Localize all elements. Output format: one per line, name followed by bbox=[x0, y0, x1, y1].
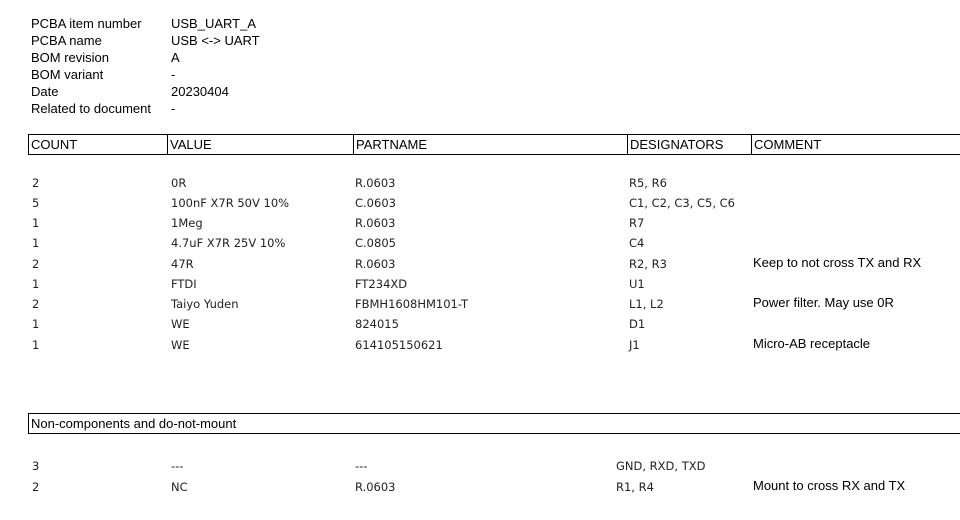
meta-row-date bbox=[31, 83, 260, 100]
cell-designators: D1 bbox=[629, 317, 646, 331]
cell-partname: R.0603 bbox=[355, 176, 396, 190]
column-header-partname: PARTNAME bbox=[353, 135, 627, 154]
cell-designators: C4 bbox=[629, 236, 645, 250]
meta-label: PCBA item number bbox=[31, 16, 142, 31]
meta-label: PCBA name bbox=[31, 33, 102, 48]
meta-label: BOM variant bbox=[31, 67, 104, 82]
cell-partname: R.0603 bbox=[355, 480, 396, 494]
cell-partname: 824015 bbox=[355, 317, 399, 331]
cell-count: 1 bbox=[32, 277, 40, 291]
table-row bbox=[0, 216, 960, 236]
cell-count: 1 bbox=[32, 216, 40, 230]
meta-value: - bbox=[171, 67, 176, 82]
cell-designators: R2, R3 bbox=[629, 257, 667, 271]
bom-metadata bbox=[31, 15, 260, 117]
column-header-comment: COMMENT bbox=[751, 135, 960, 154]
column-header-count: COUNT bbox=[31, 137, 78, 152]
meta-value: USB_UART_A bbox=[171, 16, 257, 31]
cell-count: 5 bbox=[32, 196, 40, 210]
table-row bbox=[0, 176, 960, 196]
cell-designators: R1, R4 bbox=[616, 480, 654, 494]
cell-value: 100nF X7R 50V 10% bbox=[171, 196, 290, 210]
cell-partname: R.0603 bbox=[355, 216, 396, 230]
table-row bbox=[0, 317, 960, 337]
cell-comment: Mount to cross RX and TX bbox=[753, 478, 906, 493]
table-row bbox=[0, 277, 960, 297]
table-row bbox=[0, 196, 960, 216]
cell-value: WE bbox=[171, 317, 190, 331]
table-row bbox=[0, 257, 960, 277]
meta-value: 20230404 bbox=[171, 84, 229, 99]
cell-count: 2 bbox=[32, 480, 40, 494]
meta-label: Date bbox=[31, 84, 59, 99]
cell-designators: U1 bbox=[629, 277, 645, 291]
cell-comment: Micro-AB receptacle bbox=[753, 336, 871, 351]
section-title: Non-components and do-not-mount bbox=[31, 416, 237, 431]
cell-value: WE bbox=[171, 338, 190, 352]
cell-partname: C.0805 bbox=[355, 236, 396, 250]
meta-value: A bbox=[171, 50, 180, 65]
meta-value: - bbox=[171, 101, 176, 116]
meta-row-item-number bbox=[31, 15, 260, 32]
meta-row-bom-revision bbox=[31, 49, 260, 66]
cell-designators: C1, C2, C3, C5, C6 bbox=[629, 196, 735, 210]
cell-comment: Power filter. May use 0R bbox=[753, 295, 894, 310]
cell-value: 1Meg bbox=[171, 216, 203, 230]
cell-value: NC bbox=[171, 480, 188, 494]
cell-count: 1 bbox=[32, 236, 40, 250]
cell-count: 2 bbox=[32, 176, 40, 190]
meta-value: USB <-> UART bbox=[171, 33, 260, 48]
cell-partname: 614105150621 bbox=[355, 338, 443, 352]
meta-row-name bbox=[31, 32, 260, 49]
cell-partname: C.0603 bbox=[355, 196, 396, 210]
table-row bbox=[0, 297, 960, 317]
dnm-section-header bbox=[28, 413, 960, 434]
column-header-designators: DESIGNATORS bbox=[627, 135, 751, 154]
cell-value: --- bbox=[171, 459, 184, 473]
meta-label: Related to document bbox=[31, 101, 151, 116]
meta-row-related-document bbox=[31, 100, 260, 117]
cell-count: 1 bbox=[32, 317, 40, 331]
bom-table-header bbox=[28, 134, 960, 155]
cell-count: 3 bbox=[32, 459, 40, 473]
cell-partname: FT234XD bbox=[355, 277, 408, 291]
cell-partname: FBMH1608HM101-T bbox=[355, 297, 468, 311]
cell-value: 4.7uF X7R 25V 10% bbox=[171, 236, 286, 250]
cell-designators: R7 bbox=[629, 216, 645, 230]
table-row bbox=[0, 480, 960, 500]
cell-count: 1 bbox=[32, 338, 40, 352]
cell-partname: R.0603 bbox=[355, 257, 396, 271]
meta-label: BOM revision bbox=[31, 50, 110, 65]
cell-designators: J1 bbox=[629, 338, 640, 352]
cell-value: FTDI bbox=[171, 277, 197, 291]
table-row bbox=[0, 338, 960, 358]
table-row bbox=[0, 459, 960, 479]
cell-designators: R5, R6 bbox=[629, 176, 667, 190]
cell-count: 2 bbox=[32, 297, 40, 311]
table-row bbox=[0, 236, 960, 256]
cell-designators: GND, RXD, TXD bbox=[616, 459, 706, 473]
cell-comment: Keep to not cross TX and RX bbox=[753, 255, 922, 270]
cell-value: 0R bbox=[171, 176, 187, 190]
cell-value: 47R bbox=[171, 257, 194, 271]
cell-designators: L1, L2 bbox=[629, 297, 664, 311]
cell-partname: --- bbox=[355, 459, 368, 473]
meta-row-bom-variant bbox=[31, 66, 260, 83]
cell-count: 2 bbox=[32, 257, 40, 271]
cell-value: Taiyo Yuden bbox=[171, 297, 239, 311]
column-header-value: VALUE bbox=[167, 135, 353, 154]
